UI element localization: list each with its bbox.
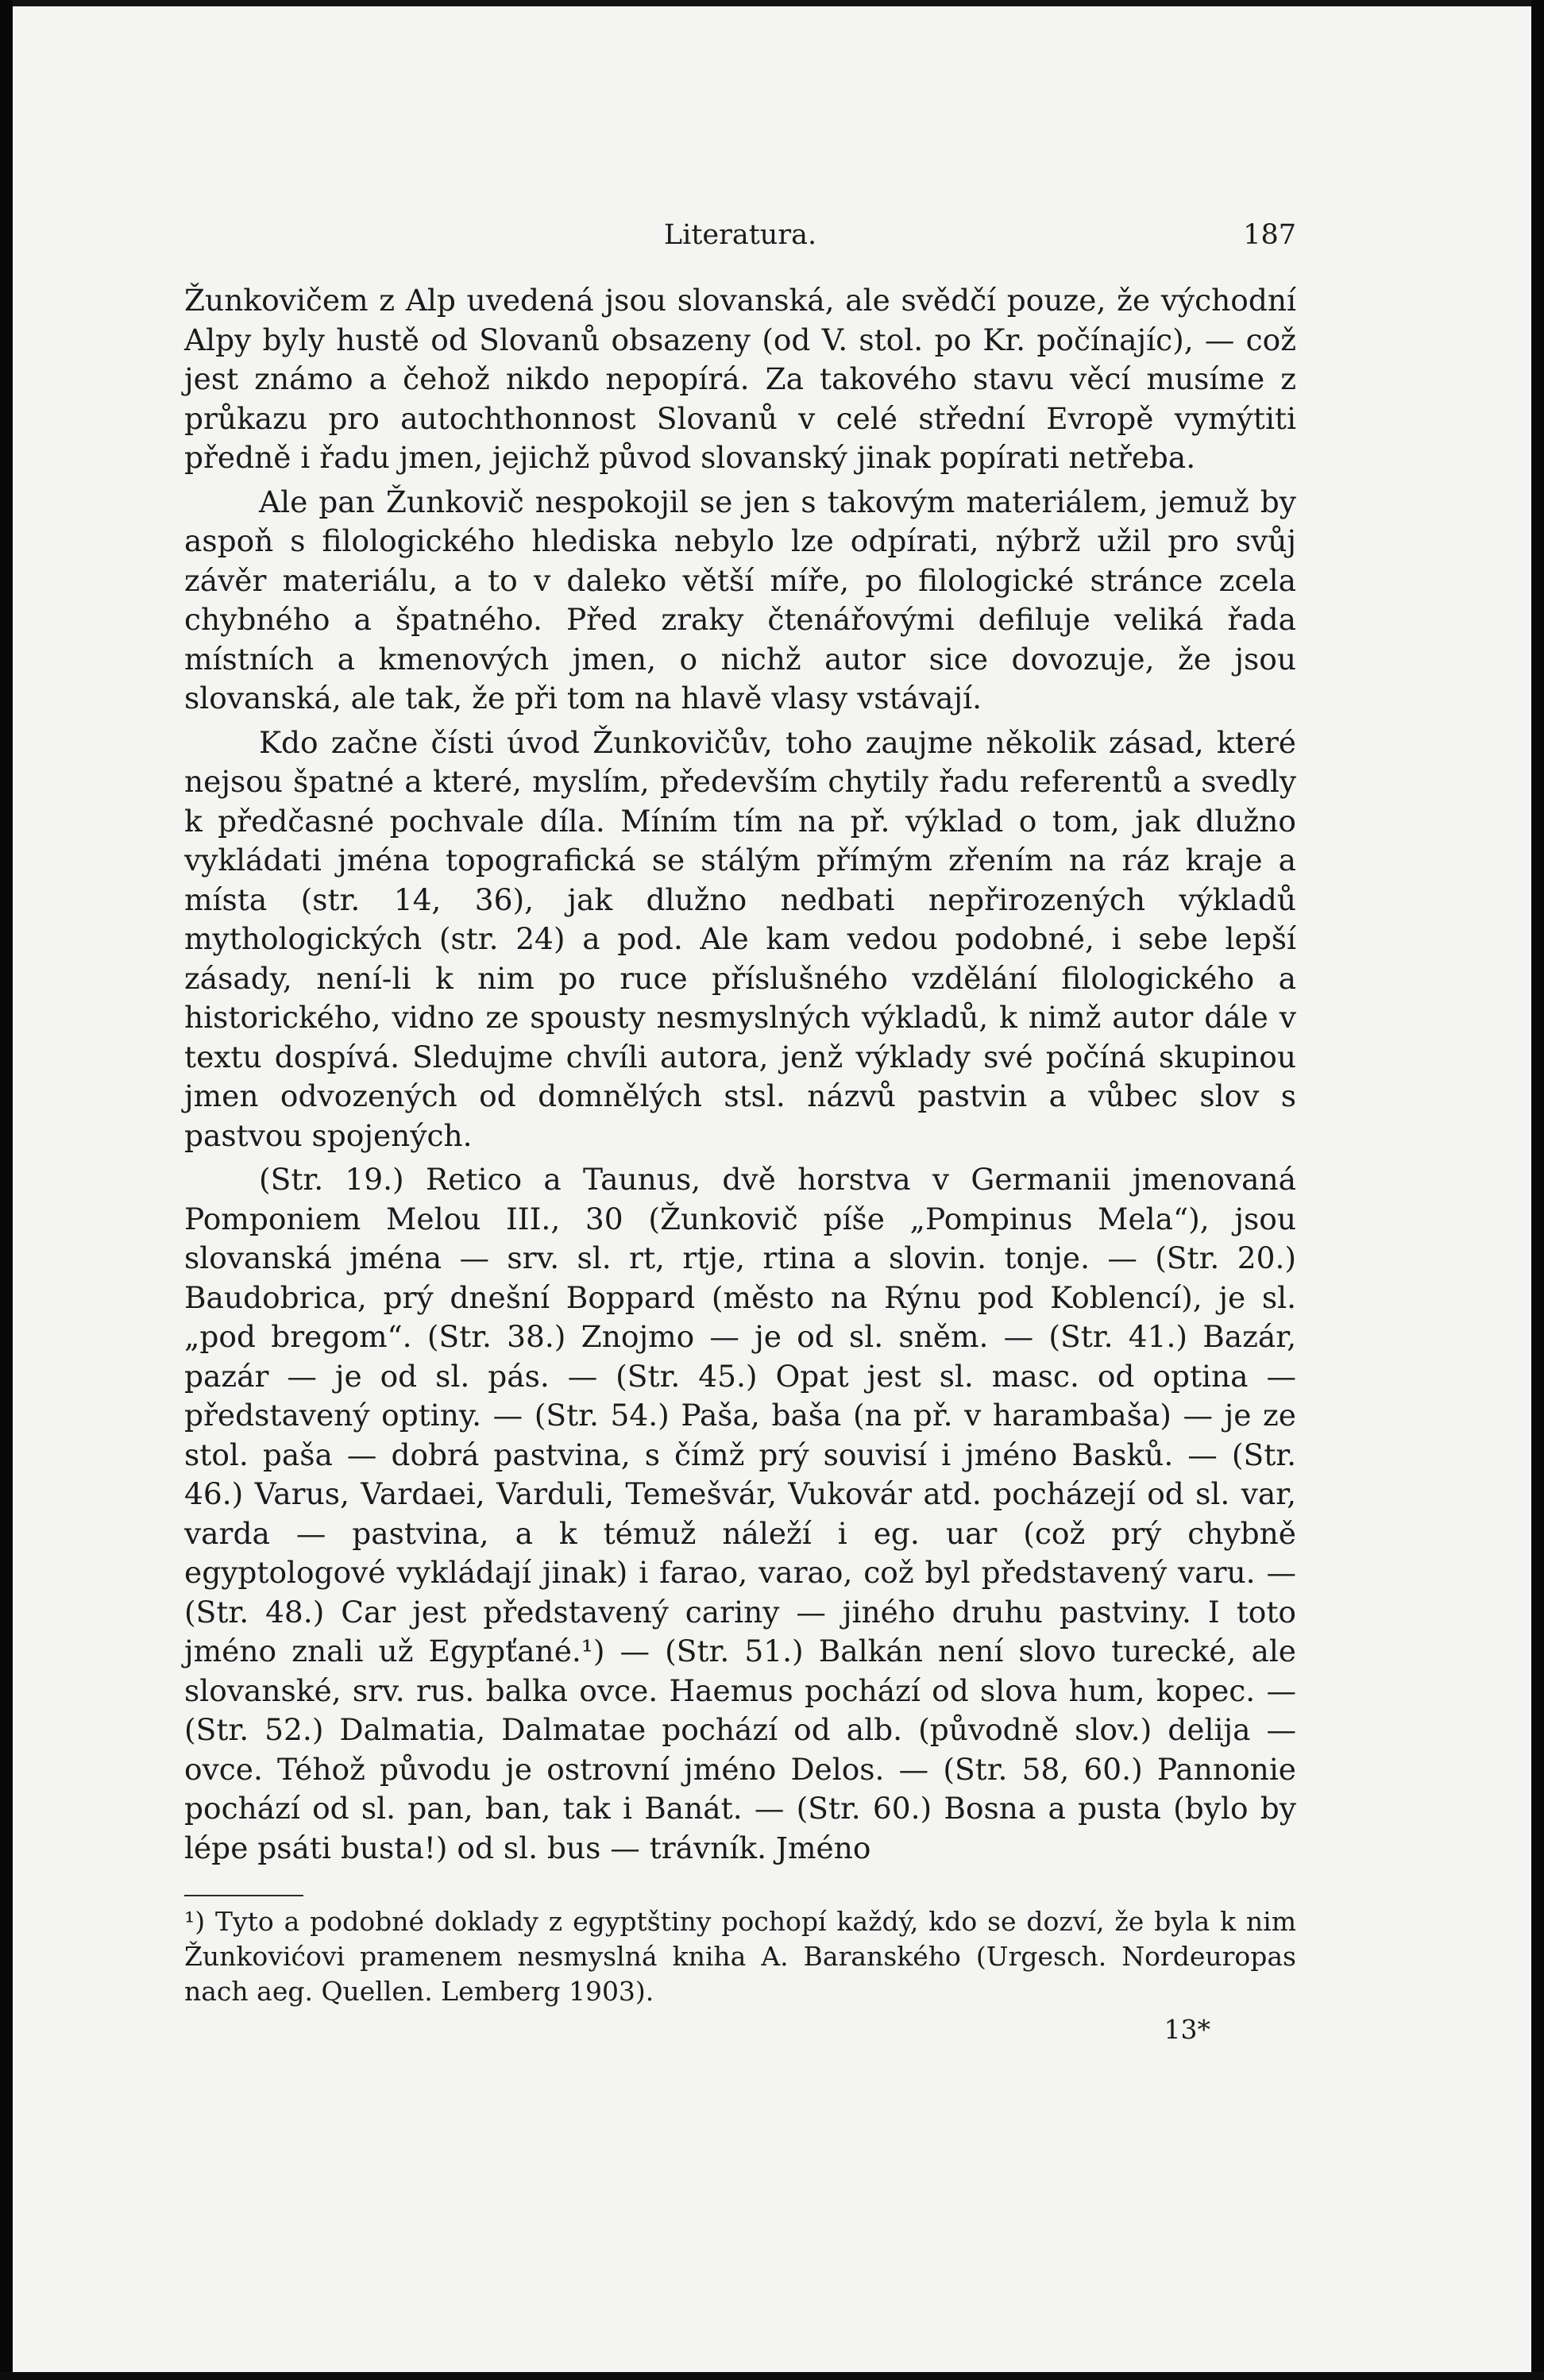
page-number: 187 — [1243, 219, 1296, 251]
main-text — [184, 281, 1296, 1868]
scan-border-right — [1531, 0, 1544, 2380]
scan-border-top — [0, 0, 1544, 6]
paragraph-1: Žunkovičem z Alp uvedená jsou slovanská, ale svědčí pouze, že východní Alpy byly hustě od Slovanů obsazeny (od V. stol. po Kr. počínajíc), — což jest známo a čehož nikdo nepopírá. Za takového stavu věcí musíme z průkazu pro autochthonnost Slovanů v celé střední Evropě vymýtiti předně i řadu jmen, jejichž původ slovanský jinak popírati netřeba. — [184, 283, 1296, 475]
signature-mark: 13* — [1164, 2014, 1210, 2045]
running-head-title: Literatura. — [663, 219, 817, 251]
paragraph-3: Kdo začne čísti úvod Žunkovičův, toho zaujme několik zásad, které nejsou špatné a které, myslím, především chytily řadu referentů a svedly k předčasné pochvale díla. Míním tím na př. výklad o tom, jak dlužno vykládati jména topografická se stálým přímým zřením na ráz kraje a místa (str. 14, 36), jak dlužno nedbati nepřirozených výkladů mythologických (str. 24) a pod. Ale kam vedou podobné, i sebe lepší zásady, není-li k nim po ruce příslušného vzdělání filologického a historického, vidno ze spousty nesmyslných výkladů, k nimž autor dále v textu dospívá. Sledujme chvíli autora, jenž výklady své počíná skupinou jmen odvozených od domnělých stsl. názvů pastvin a vůbec slov s pastvou spojených. — [184, 724, 1296, 1153]
paragraph-2: Ale pan Žunkovič nespokojil se jen s takovým materiálem, jemuž by aspoň s filologického hlediska nebylo lze odpírati, nýbrž užil pro svůj závěr materiálu, a to v daleko větší míře, po filologické stránce zcela chybného a špatného. Před zraky čtenářovými defiluje veliká řada místních a kmenových jmen, o nichž autor sice dovozuje, že jsou slovanská, ale tak, že při tom na hlavě vlasy vstávají. — [184, 484, 1296, 716]
paragraph-4: (Str. 19.) Retico a Taunus, dvě horstva v Germanii jmenovaná Pomponiem Melou III., 30 (Žunkovič píše „Pompinus Mela“), jsou slovanská jména — srv. sl. rt, rtje, rtina a slovin. tonje. — (Str. 20.) Baudobrica, prý dnešní Boppard (město na Rýnu pod Koblencí), je sl. „pod bregom“. (Str. 38.) Znojmo — je od sl. sněm. — (Str. 41.) Bazár, pazár — je od sl. pás. — (Str. 45.) Opat jest sl. masc. od optina — představený optiny. — (Str. 54.) Paša, baša (na př. v harambaša) — je ze stol. paša — dobrá pastvina, s čímž prý souvisí i jméno Basků. — (Str. 46.) Varus, Vardaei, Varduli, Temešvár, Vukovár atd. pocházejí od sl. var, varda — pastvina, a k témuž náleží i eg. uar (což prý chybně egyptologové vykládají jinak) i farao, varao, což byl představený varu. — (Str. 48.) Car jest představený cariny — jiného druhu pastviny. I toto jméno znali už Egypťané.¹) — (Str. 51.) Balkán není slovo turecké, ale slovanské, srv. rus. balka ovce. Haemus pochází od slova hum, kopec. — (Str. 52.) Dalmatia, Dalmatae pochází od alb. (původně slov.) delija — ovce. Téhož původu je ostrovní jméno Delos. — (Str. 58, 60.) Pannonie pochází od sl. pan, ban, tak i Banát. — (Str. 60.) Bosna a pusta (bylo by lépe psáti busta!) od sl. bus — trávník. Jméno — [184, 1162, 1296, 1865]
footnote-rule — [184, 1895, 303, 1896]
scan-border-left — [0, 0, 13, 2380]
running-head — [184, 219, 1296, 264]
footnote: ¹) Tyto a podobné doklady z egyptštiny pochopí každý, kdo se dozví, že byla k nim Žunkovićovi pramenem nesmyslná kniha A. Baranského (Urgesch. Nordeuropas nach aeg. Quellen. Lemberg 1903). — [184, 1906, 1296, 2007]
scan-border-bottom — [0, 2372, 1544, 2380]
book-page — [184, 219, 1296, 2045]
